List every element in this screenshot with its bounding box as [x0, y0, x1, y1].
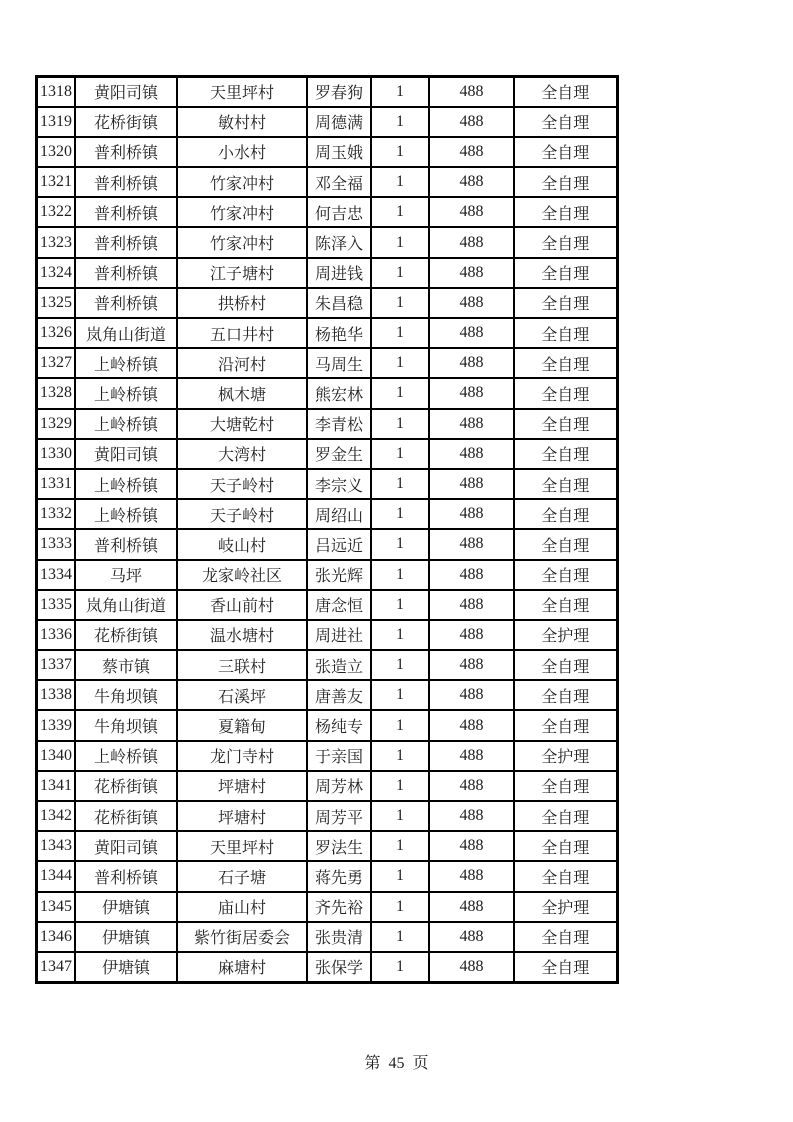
cell-count: 1: [371, 348, 429, 378]
cell-person-name: 罗法生: [307, 831, 371, 861]
table-row: [37, 952, 618, 982]
cell-amount: 488: [429, 288, 514, 318]
cell-serial: 1327: [37, 348, 76, 378]
cell-township: 上岭桥镇: [75, 348, 177, 378]
cell-count: 1: [371, 409, 429, 439]
cell-township: 黄阳司镇: [75, 831, 177, 861]
table-row: [37, 77, 618, 107]
cell-amount: 488: [429, 680, 514, 710]
cell-care-status: 全自理: [514, 922, 617, 952]
cell-village: 江子塘村: [177, 258, 307, 288]
table-row: [37, 107, 618, 137]
cell-village: 香山前村: [177, 590, 307, 620]
cell-care-status: 全自理: [514, 952, 617, 982]
cell-person-name: 杨纯专: [307, 710, 371, 740]
table-row: [37, 197, 618, 227]
cell-serial: 1323: [37, 227, 76, 257]
cell-village: 天子岭村: [177, 469, 307, 499]
cell-count: 1: [371, 469, 429, 499]
table-row: [37, 439, 618, 469]
cell-village: 三联村: [177, 650, 307, 680]
cell-care-status: 全自理: [514, 469, 617, 499]
cell-township: 花桥街镇: [75, 107, 177, 137]
table-row: [37, 348, 618, 378]
cell-township: 普利桥镇: [75, 258, 177, 288]
cell-amount: 488: [429, 137, 514, 167]
cell-person-name: 唐念恒: [307, 590, 371, 620]
cell-person-name: 周进社: [307, 620, 371, 650]
cell-person-name: 蒋先勇: [307, 861, 371, 891]
cell-person-name: 唐善友: [307, 680, 371, 710]
table-row: [37, 922, 618, 952]
cell-village: 天里坪村: [177, 77, 307, 107]
cell-amount: 488: [429, 560, 514, 590]
cell-village: 坪塘村: [177, 801, 307, 831]
cell-count: 1: [371, 892, 429, 922]
cell-amount: 488: [429, 710, 514, 740]
cell-care-status: 全自理: [514, 499, 617, 529]
cell-count: 1: [371, 137, 429, 167]
cell-amount: 488: [429, 439, 514, 469]
cell-township: 黄阳司镇: [75, 439, 177, 469]
table-row: [37, 620, 618, 650]
cell-village: 大塘乾村: [177, 409, 307, 439]
cell-township: 牛角坝镇: [75, 680, 177, 710]
cell-amount: 488: [429, 892, 514, 922]
cell-amount: 488: [429, 348, 514, 378]
table-row: [37, 378, 618, 408]
cell-serial: 1347: [37, 952, 76, 982]
cell-township: 普利桥镇: [75, 167, 177, 197]
cell-amount: 488: [429, 590, 514, 620]
cell-amount: 488: [429, 801, 514, 831]
cell-township: 普利桥镇: [75, 137, 177, 167]
cell-person-name: 朱昌稳: [307, 288, 371, 318]
cell-count: 1: [371, 258, 429, 288]
cell-serial: 1340: [37, 741, 76, 771]
cell-count: 1: [371, 801, 429, 831]
cell-amount: 488: [429, 107, 514, 137]
cell-person-name: 邓全福: [307, 167, 371, 197]
cell-count: 1: [371, 952, 429, 982]
cell-serial: 1328: [37, 378, 76, 408]
cell-village: 温水塘村: [177, 620, 307, 650]
cell-serial: 1324: [37, 258, 76, 288]
cell-serial: 1329: [37, 409, 76, 439]
cell-count: 1: [371, 710, 429, 740]
cell-person-name: 周芳林: [307, 771, 371, 801]
cell-township: 伊塘镇: [75, 922, 177, 952]
cell-township: 花桥街镇: [75, 801, 177, 831]
cell-person-name: 张贵清: [307, 922, 371, 952]
cell-care-status: 全自理: [514, 861, 617, 891]
cell-count: 1: [371, 620, 429, 650]
cell-amount: 488: [429, 409, 514, 439]
cell-serial: 1338: [37, 680, 76, 710]
cell-care-status: 全自理: [514, 560, 617, 590]
cell-count: 1: [371, 650, 429, 680]
table-row: [37, 861, 618, 891]
cell-person-name: 齐先裕: [307, 892, 371, 922]
cell-care-status: 全自理: [514, 288, 617, 318]
cell-township: 马坪: [75, 560, 177, 590]
cell-person-name: 杨艳华: [307, 318, 371, 348]
cell-care-status: 全自理: [514, 529, 617, 559]
cell-count: 1: [371, 831, 429, 861]
cell-village: 麻塘村: [177, 952, 307, 982]
table-row: [37, 409, 618, 439]
cell-care-status: 全自理: [514, 409, 617, 439]
cell-serial: 1336: [37, 620, 76, 650]
cell-count: 1: [371, 107, 429, 137]
table-row: [37, 831, 618, 861]
cell-township: 上岭桥镇: [75, 378, 177, 408]
cell-amount: 488: [429, 318, 514, 348]
cell-village: 竹家冲村: [177, 227, 307, 257]
cell-care-status: 全自理: [514, 801, 617, 831]
beneficiary-table: [35, 75, 619, 984]
cell-village: 小水村: [177, 137, 307, 167]
cell-serial: 1318: [37, 77, 76, 107]
cell-village: 石子塘: [177, 861, 307, 891]
cell-amount: 488: [429, 771, 514, 801]
cell-person-name: 吕远近: [307, 529, 371, 559]
cell-township: 上岭桥镇: [75, 741, 177, 771]
cell-village: 坪塘村: [177, 771, 307, 801]
cell-township: 岚角山街道: [75, 590, 177, 620]
cell-care-status: 全护理: [514, 741, 617, 771]
table-row: [37, 741, 618, 771]
cell-count: 1: [371, 77, 429, 107]
cell-person-name: 何吉忠: [307, 197, 371, 227]
cell-care-status: 全自理: [514, 318, 617, 348]
cell-serial: 1325: [37, 288, 76, 318]
cell-count: 1: [371, 771, 429, 801]
cell-serial: 1334: [37, 560, 76, 590]
page-footer: 第 45 页: [364, 1055, 429, 1072]
cell-amount: 488: [429, 499, 514, 529]
cell-care-status: 全自理: [514, 590, 617, 620]
cell-village: 枫木塘: [177, 378, 307, 408]
table-row: [37, 560, 618, 590]
cell-serial: 1332: [37, 499, 76, 529]
cell-serial: 1320: [37, 137, 76, 167]
cell-amount: 488: [429, 831, 514, 861]
cell-care-status: 全自理: [514, 348, 617, 378]
cell-care-status: 全自理: [514, 439, 617, 469]
cell-serial: 1339: [37, 710, 76, 740]
table-row: [37, 801, 618, 831]
cell-count: 1: [371, 288, 429, 318]
table-row: [37, 650, 618, 680]
cell-serial: 1344: [37, 861, 76, 891]
cell-amount: 488: [429, 952, 514, 982]
cell-count: 1: [371, 318, 429, 348]
cell-serial: 1333: [37, 529, 76, 559]
cell-serial: 1337: [37, 650, 76, 680]
cell-person-name: 于亲国: [307, 741, 371, 771]
cell-person-name: 周进钱: [307, 258, 371, 288]
cell-person-name: 周芳平: [307, 801, 371, 831]
cell-amount: 488: [429, 922, 514, 952]
cell-care-status: 全自理: [514, 831, 617, 861]
cell-township: 上岭桥镇: [75, 499, 177, 529]
cell-village: 天子岭村: [177, 499, 307, 529]
cell-village: 紫竹街居委会: [177, 922, 307, 952]
cell-count: 1: [371, 197, 429, 227]
cell-person-name: 李青松: [307, 409, 371, 439]
cell-township: 花桥街镇: [75, 771, 177, 801]
cell-amount: 488: [429, 258, 514, 288]
cell-person-name: 张光辉: [307, 560, 371, 590]
cell-village: 五口井村: [177, 318, 307, 348]
cell-township: 蔡市镇: [75, 650, 177, 680]
table-row: [37, 167, 618, 197]
cell-count: 1: [371, 922, 429, 952]
cell-care-status: 全自理: [514, 197, 617, 227]
cell-township: 伊塘镇: [75, 892, 177, 922]
cell-serial: 1319: [37, 107, 76, 137]
table-row: [37, 529, 618, 559]
cell-person-name: 周玉娥: [307, 137, 371, 167]
cell-count: 1: [371, 861, 429, 891]
cell-care-status: 全自理: [514, 77, 617, 107]
cell-serial: 1346: [37, 922, 76, 952]
cell-care-status: 全自理: [514, 137, 617, 167]
cell-village: 龙门寺村: [177, 741, 307, 771]
cell-count: 1: [371, 227, 429, 257]
cell-serial: 1345: [37, 892, 76, 922]
cell-care-status: 全自理: [514, 710, 617, 740]
cell-serial: 1321: [37, 167, 76, 197]
cell-township: 岚角山街道: [75, 318, 177, 348]
cell-person-name: 周德满: [307, 107, 371, 137]
cell-village: 庙山村: [177, 892, 307, 922]
cell-serial: 1343: [37, 831, 76, 861]
cell-count: 1: [371, 439, 429, 469]
table-row: [37, 590, 618, 620]
table-row: [37, 771, 618, 801]
cell-person-name: 罗春狗: [307, 77, 371, 107]
table-body: [37, 77, 618, 983]
cell-township: 普利桥镇: [75, 288, 177, 318]
cell-township: 黄阳司镇: [75, 77, 177, 107]
cell-care-status: 全自理: [514, 378, 617, 408]
cell-amount: 488: [429, 861, 514, 891]
cell-person-name: 陈泽入: [307, 227, 371, 257]
cell-count: 1: [371, 590, 429, 620]
cell-care-status: 全自理: [514, 167, 617, 197]
table-row: [37, 318, 618, 348]
table-row: [37, 499, 618, 529]
cell-person-name: 张保学: [307, 952, 371, 982]
cell-care-status: 全自理: [514, 650, 617, 680]
cell-village: 竹家冲村: [177, 167, 307, 197]
cell-amount: 488: [429, 469, 514, 499]
cell-person-name: 周绍山: [307, 499, 371, 529]
cell-amount: 488: [429, 167, 514, 197]
cell-person-name: 张造立: [307, 650, 371, 680]
cell-village: 天里坪村: [177, 831, 307, 861]
cell-amount: 488: [429, 197, 514, 227]
cell-care-status: 全护理: [514, 620, 617, 650]
cell-serial: 1341: [37, 771, 76, 801]
cell-village: 沿河村: [177, 348, 307, 378]
cell-township: 上岭桥镇: [75, 409, 177, 439]
cell-amount: 488: [429, 77, 514, 107]
cell-care-status: 全护理: [514, 892, 617, 922]
cell-amount: 488: [429, 227, 514, 257]
cell-care-status: 全自理: [514, 771, 617, 801]
table-row: [37, 137, 618, 167]
cell-village: 大湾村: [177, 439, 307, 469]
cell-township: 普利桥镇: [75, 529, 177, 559]
cell-care-status: 全自理: [514, 680, 617, 710]
cell-person-name: 马周生: [307, 348, 371, 378]
cell-count: 1: [371, 499, 429, 529]
table-row: [37, 469, 618, 499]
cell-amount: 488: [429, 650, 514, 680]
cell-care-status: 全自理: [514, 258, 617, 288]
table-row: [37, 680, 618, 710]
cell-township: 牛角坝镇: [75, 710, 177, 740]
cell-township: 普利桥镇: [75, 197, 177, 227]
cell-village: 夏籍甸: [177, 710, 307, 740]
cell-township: 上岭桥镇: [75, 469, 177, 499]
table-row: [37, 258, 618, 288]
cell-serial: 1330: [37, 439, 76, 469]
cell-count: 1: [371, 167, 429, 197]
table-row: [37, 227, 618, 257]
cell-serial: 1335: [37, 590, 76, 620]
cell-township: 花桥街镇: [75, 620, 177, 650]
cell-serial: 1326: [37, 318, 76, 348]
table-row: [37, 892, 618, 922]
cell-serial: 1331: [37, 469, 76, 499]
cell-village: 拱桥村: [177, 288, 307, 318]
cell-village: 敏村村: [177, 107, 307, 137]
cell-township: 伊塘镇: [75, 952, 177, 982]
cell-count: 1: [371, 378, 429, 408]
cell-village: 岐山村: [177, 529, 307, 559]
table-row: [37, 710, 618, 740]
cell-amount: 488: [429, 529, 514, 559]
cell-count: 1: [371, 741, 429, 771]
cell-count: 1: [371, 560, 429, 590]
cell-village: 龙家岭社区: [177, 560, 307, 590]
cell-person-name: 罗金生: [307, 439, 371, 469]
cell-serial: 1342: [37, 801, 76, 831]
cell-care-status: 全自理: [514, 227, 617, 257]
cell-count: 1: [371, 680, 429, 710]
cell-person-name: 李宗义: [307, 469, 371, 499]
cell-count: 1: [371, 529, 429, 559]
cell-care-status: 全自理: [514, 107, 617, 137]
cell-serial: 1322: [37, 197, 76, 227]
cell-village: 石溪坪: [177, 680, 307, 710]
cell-village: 竹家冲村: [177, 197, 307, 227]
table-row: [37, 288, 618, 318]
cell-person-name: 熊宏林: [307, 378, 371, 408]
cell-township: 普利桥镇: [75, 861, 177, 891]
cell-township: 普利桥镇: [75, 227, 177, 257]
cell-amount: 488: [429, 741, 514, 771]
cell-amount: 488: [429, 620, 514, 650]
cell-amount: 488: [429, 378, 514, 408]
